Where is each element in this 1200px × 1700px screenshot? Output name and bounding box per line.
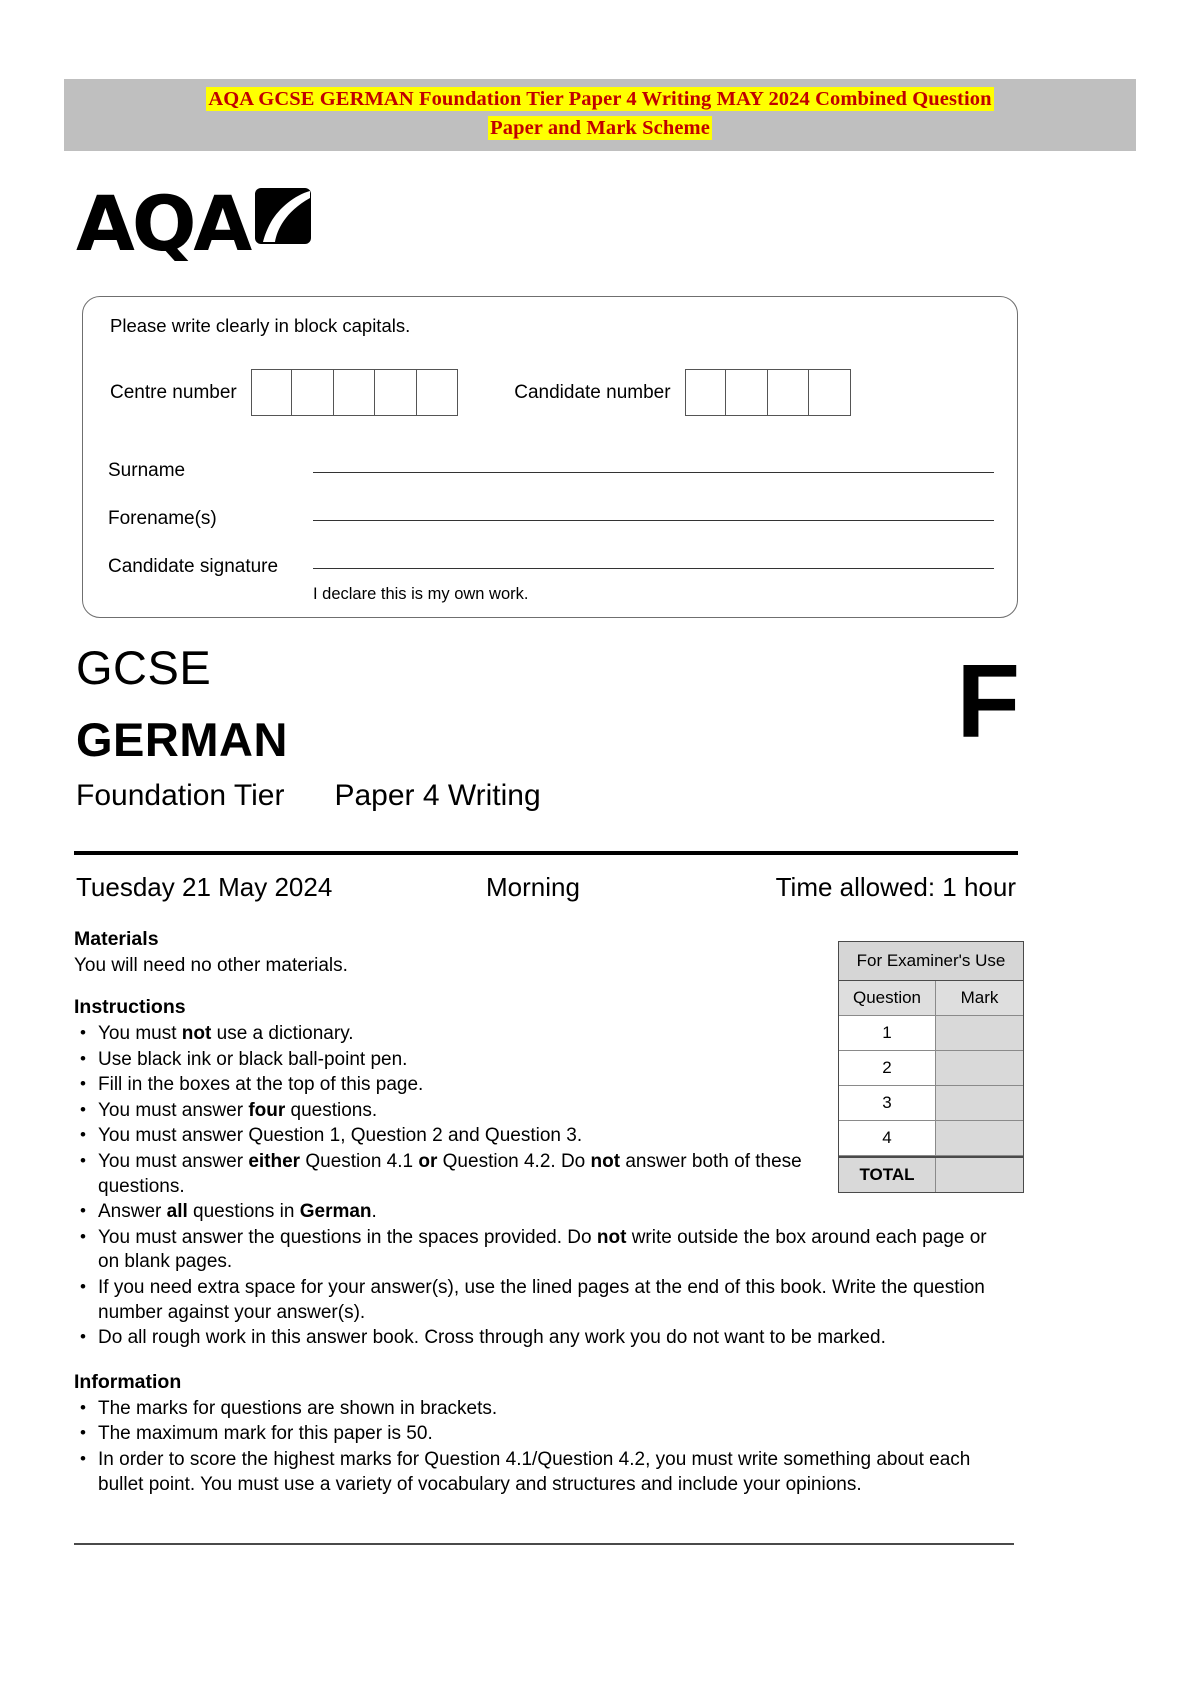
centre-number-cell[interactable] [251,369,293,416]
exam-date: Tuesday 21 May 2024 [76,872,333,902]
title-divider [74,851,1018,855]
text: . [371,1201,377,1223]
aqa-logo [76,179,313,268]
subject-title: GERMAN [76,713,288,766]
candidate-signature-input[interactable] [313,568,994,569]
surname-label: Surname [108,460,186,481]
text: Question 4.2. Do [437,1150,591,1172]
list-item [74,1276,1004,1325]
text: questions. [285,1099,378,1121]
exam-info-row [76,872,1016,903]
text: You must answer [98,1150,249,1172]
emphasis: not [596,1226,627,1248]
exam-time-allowed: Time allowed: 1 hour [775,872,1016,902]
tier-letter-badge: F [956,644,1020,760]
text: You must [98,1023,182,1044]
list-item [74,1048,1004,1073]
aqa-logo-text: AQA [76,179,250,268]
list-item [74,1073,1004,1098]
block-capitals-note: Please write clearly in block capitals. [110,315,411,336]
question-number: 3 [839,1086,936,1120]
list-item [74,1200,1004,1225]
emphasis: German [299,1201,372,1223]
forename-row [108,508,994,530]
number-fields-row [110,369,994,416]
text: Answer [98,1201,167,1223]
column-header-question: Question [839,981,936,1015]
text: Question 4.1 [300,1150,419,1172]
list-item [74,1022,1004,1047]
emphasis: or [418,1150,438,1172]
banner-line-2 [64,114,1136,143]
centre-number-input[interactable] [251,369,459,416]
banner-text-2: Paper and Mark Scheme [490,117,710,139]
paper-label: Paper 4 Writing [334,779,541,812]
information-list [74,1397,1004,1497]
information-heading: Information [74,1370,182,1393]
banner-text-1: AQA GCSE GERMAN Foundation Tier Paper 4 Writing MAY 2024 Combined Question [208,88,992,110]
centre-number-cell[interactable] [417,369,459,416]
declaration-text: I declare this is my own work. [313,585,529,603]
banner-line-1 [64,85,1136,114]
candidate-signature-label: Candidate signature [108,556,279,577]
list-item [74,1124,1004,1149]
candidate-number-cell[interactable] [726,369,768,416]
instructions-list [74,1022,1004,1351]
candidate-number-cell[interactable] [685,369,727,416]
aqa-leaf-mark-icon [253,186,313,251]
centre-number-label: Centre number [110,381,237,403]
text: If you need extra space for your answer(s), use the lined pages at the end of this book. Write the question number against your answer(s). [98,1276,985,1323]
document-title-banner [64,79,1136,151]
text: write outside the box around each page or on blank pages. [98,1226,987,1273]
emphasis: either [248,1150,301,1172]
text: You must answer the questions in the spaces provided. Do [98,1226,597,1248]
total-label: TOTAL [839,1158,936,1192]
emphasis: not [590,1150,621,1172]
candidate-details-box [82,296,1018,618]
column-header-mark: Mark [936,981,1023,1015]
question-number: 4 [839,1121,936,1155]
examiner-table-title: For Examiner's Use [839,942,1023,981]
list-item [74,1326,1004,1351]
emphasis: four [248,1099,286,1121]
list-item [74,1099,1004,1124]
list-item [74,1150,838,1199]
centre-number-cell[interactable] [375,369,417,416]
exam-session: Morning [486,872,580,902]
signature-row [108,556,994,578]
instructions-heading: Instructions [74,996,186,1018]
text: Do all rough work in this answer book. Cross through any work you do not want to be marked. [98,1327,886,1349]
question-number: 1 [839,1016,936,1050]
text: You must answer Question 1, Question 2 and Question 3. [98,1125,583,1147]
cover-instructions-content [74,928,1004,1498]
text: Use black ink or black ball-point pen. [98,1048,408,1070]
centre-number-cell[interactable] [334,369,376,416]
text: answer both of these questions. [98,1150,802,1197]
qualification-title: GCSE [76,641,212,694]
surname-input[interactable] [313,472,994,473]
candidate-number-label: Candidate number [514,381,671,403]
forename-input[interactable] [313,520,994,521]
emphasis: not [181,1023,212,1044]
list-item: • In order to score the highest marks for Question 4.1/Question 4.2, you must write something about each bullet point. You must use a variety of vocabulary and structures and include your opinions. [74,1448,1004,1497]
centre-number-cell[interactable] [292,369,334,416]
question-number: 2 [839,1051,936,1085]
footer-divider [74,1543,1014,1545]
forename-label: Forename(s) [108,508,217,529]
candidate-number-cell[interactable] [768,369,810,416]
materials-text: You will need no other materials. [74,955,348,976]
list-item [74,1226,1004,1275]
text: Fill in the boxes at the top of this page. [98,1074,424,1096]
candidate-number-input[interactable] [685,369,851,416]
tier-paper-line [76,779,541,813]
text: You must answer [98,1099,249,1121]
emphasis: all [166,1201,188,1223]
list-item: • The maximum mark for this paper is 50. [74,1422,1004,1447]
candidate-number-cell[interactable] [809,369,851,416]
list-item: • The marks for questions are shown in brackets. [74,1397,1004,1422]
materials-heading: Materials [74,928,159,950]
text: use a dictionary. [211,1023,354,1044]
text: questions in [187,1201,300,1223]
surname-row [108,460,994,482]
tier-label: Foundation Tier [76,779,285,812]
